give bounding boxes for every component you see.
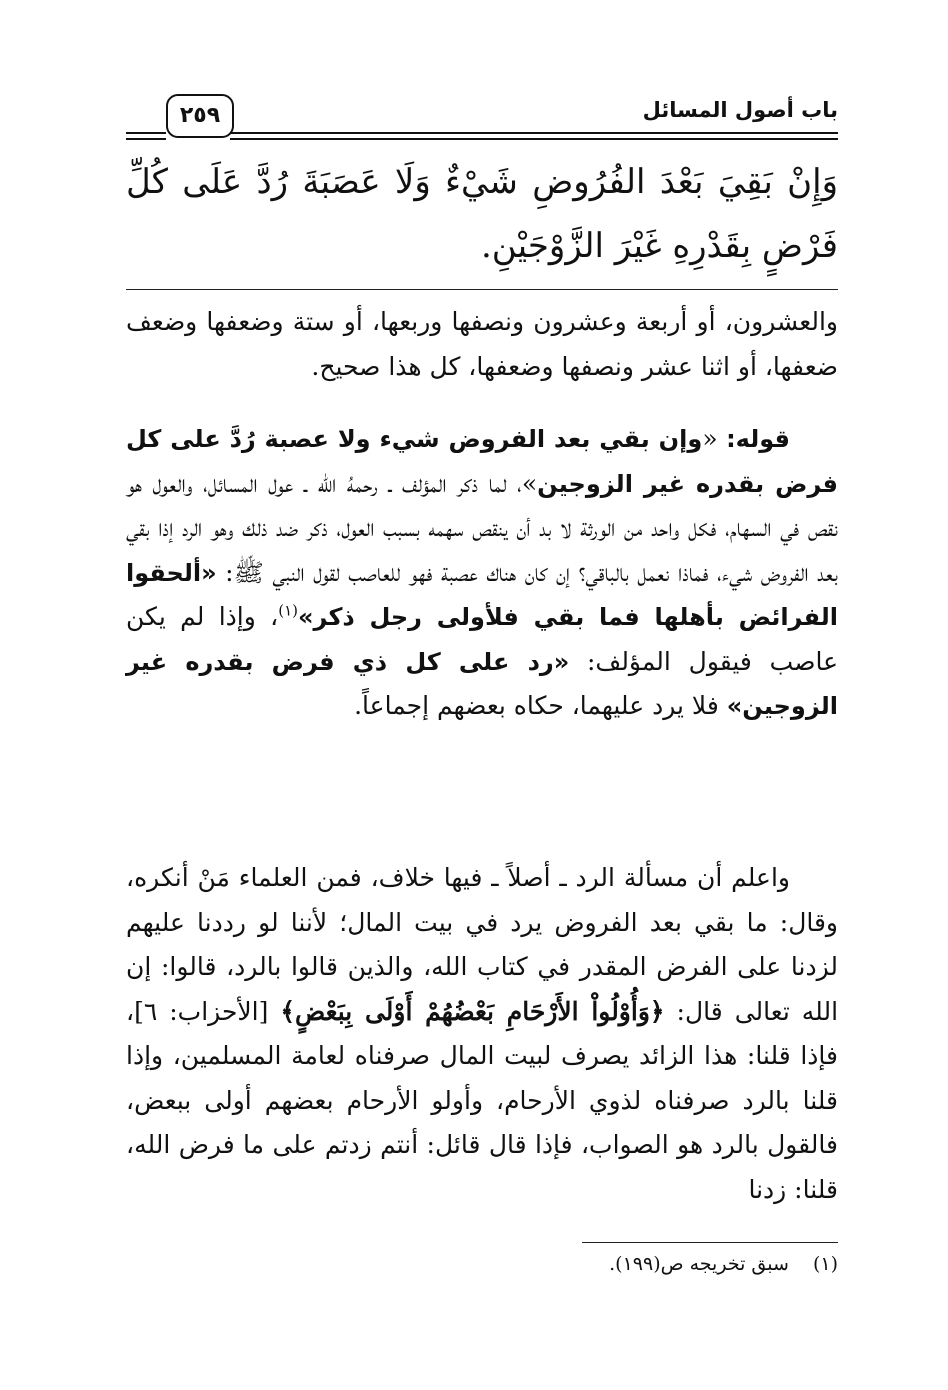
paragraph-3-text-2: [الأحزاب: ٦]، فإذا قلنا: هذا الزائد يصرف لبيت المال صرفناه لعامة المسلمين، وإذا قلنا بالرد صرفناه لذوي الأرحام، وأولو الأرحام بعضهم أولى ببعض، فالقول بالرد هو الصواب، فإذا قال قائل: أنتم زدتم على ما فرض الله، قلنا: زدنا xyxy=(126,996,838,1204)
commentary-lead: قوله: xyxy=(726,425,790,453)
footnote xyxy=(126,1250,838,1278)
paragraph-2-text-3: فلا يرد عليهما، حكاه بعضهم إجماعاً. xyxy=(354,691,727,720)
paragraph-2 xyxy=(126,417,838,729)
paragraph-3 xyxy=(126,856,838,1212)
footnote-ref[interactable]: (١) xyxy=(278,601,299,620)
header-rule-left-lower xyxy=(126,138,166,140)
footnote-number: (١) xyxy=(812,1253,838,1275)
matn-divider xyxy=(126,289,838,290)
header-rule-left-upper xyxy=(126,132,166,134)
paragraph-1: والعشرون، أو أربعة وعشرون ونصفها وربعها، أو ستة وضعفها وضعف ضعفها، أو اثنا عشر ونصفها وضعفها، كل هذا صحيح. xyxy=(126,307,838,381)
chapter-title: باب أصول المسائل xyxy=(642,98,838,122)
ruling-quote: «رد على كل ذي فرض بقدره غير الزوجين» xyxy=(126,647,838,720)
quote-open: « xyxy=(702,424,727,453)
footnote-divider xyxy=(582,1242,838,1243)
quoted-matn: وإن بقي بعد الفروض شيء ولا عصبة رُدَّ على كل فرض بقدره غير الزوجين xyxy=(126,425,838,498)
matn-verse: وَإِنْ بَقِيَ بَعْدَ الفُرُوضِ شَيْءٌ وَلَا عَصَبَةَ رُدَّ عَلَى كُلِّ فَرْضٍ بِقَدْرِهِ غَيْرَ الزَّوْجَيْنِ. xyxy=(126,162,838,266)
hadith-quote: «ألحقوا الفرائض بأهلها فما بقي فلأولى رجل ذكر» xyxy=(126,558,838,631)
paragraph-2-text-1: »، لما ذكر المؤلف ـ رحمهُ الله ـ عول المسائل، والعول هو نقص في السهام، فكل واحد من الورثة لا بد أن ينقص سهمه بسبب العول، ذكر ضد ذلك وهو الرد إذا بقي بعد الفروض شيء، فماذا نعمل بالباقي؟ إن كان هناك عصبة فهو للعاصب لقول النبي ﷺ: xyxy=(126,468,838,587)
paragraph-2-text-2: ، وإذا لم يكن عاصب فيقول المؤلف: xyxy=(126,602,838,676)
paragraph-3-text-1: واعلم أن مسألة الرد ـ أصلاً ـ فيها خلاف، فمن العلماء مَنْ أنكره، وقال: ما بقي بعد الفروض يرد في بيت المال؛ لأننا لو رددنا عليهم لزدنا على الفرض المقدر في كتاب الله، والذين قالوا بالرد، قالوا: إن الله تعالى قال: xyxy=(126,863,839,1026)
page-number: ٢٥٩ xyxy=(166,94,234,138)
header-rule-right-upper xyxy=(230,132,838,134)
quran-verse: ﴿وَأُوْلُواْ الأَرْحَامِ بَعْضُهُمْ أَوْلَى بِبَعْضٍ﴾ xyxy=(280,996,665,1026)
footnote-text: سبق تخريجه ص(١٩٩). xyxy=(609,1253,789,1275)
header-rule-right-lower xyxy=(230,138,838,140)
page-header xyxy=(126,92,838,146)
